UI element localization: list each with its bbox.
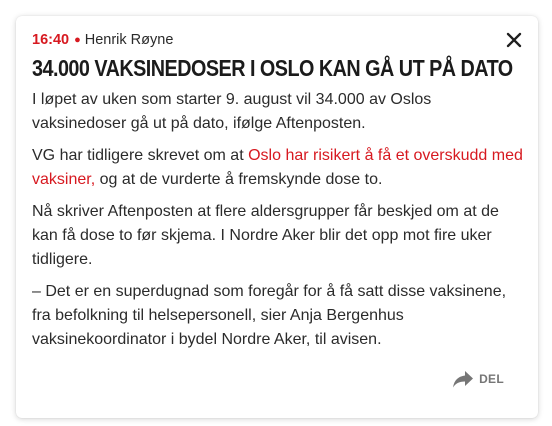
close-button[interactable]	[502, 28, 526, 52]
share-button[interactable]	[452, 370, 504, 388]
paragraph-text: VG har tidligere skrevet om at	[32, 147, 249, 164]
paragraph: – Det er en superdugnad som foregår for å få satt disse vaksinene, fra befolkning til helsepersonell, sier Anja Bergenhus vaksinekoordinator i bydel Nordre Aker, til avisen.	[32, 283, 507, 348]
share-arrow-icon	[452, 370, 474, 388]
news-card	[16, 16, 538, 418]
paragraph: I løpet av uken som starter 9. august vil 34.000 av Oslos vaksinedoser gå ut på dato, ifølge Aftenposten.	[32, 91, 432, 132]
close-icon	[502, 28, 526, 52]
article-meta	[32, 31, 173, 50]
paragraph	[32, 144, 524, 192]
headline[interactable]: 34.000 VAKSINEDOSER I OSLO KAN GÅ UT PÅ DATO	[32, 55, 513, 81]
separator-dot: ●	[74, 34, 81, 46]
author-name: Henrik Røyne	[84, 32, 174, 48]
share-label: DEL	[479, 372, 504, 386]
article-body	[32, 88, 524, 360]
paragraph-text: og at de vurderte å fremskynde dose to.	[95, 171, 383, 188]
article-link[interactable]: Oslo har risikert å få et overskudd med vaksiner,	[32, 147, 523, 188]
paragraph: Nå skriver Aftenposten at flere aldersgrupper får beskjed om at de kan få dose to før skjema. I Nordre Aker blir det opp mot fire uker tidligere.	[32, 203, 499, 268]
timestamp: 16:40	[32, 32, 70, 48]
